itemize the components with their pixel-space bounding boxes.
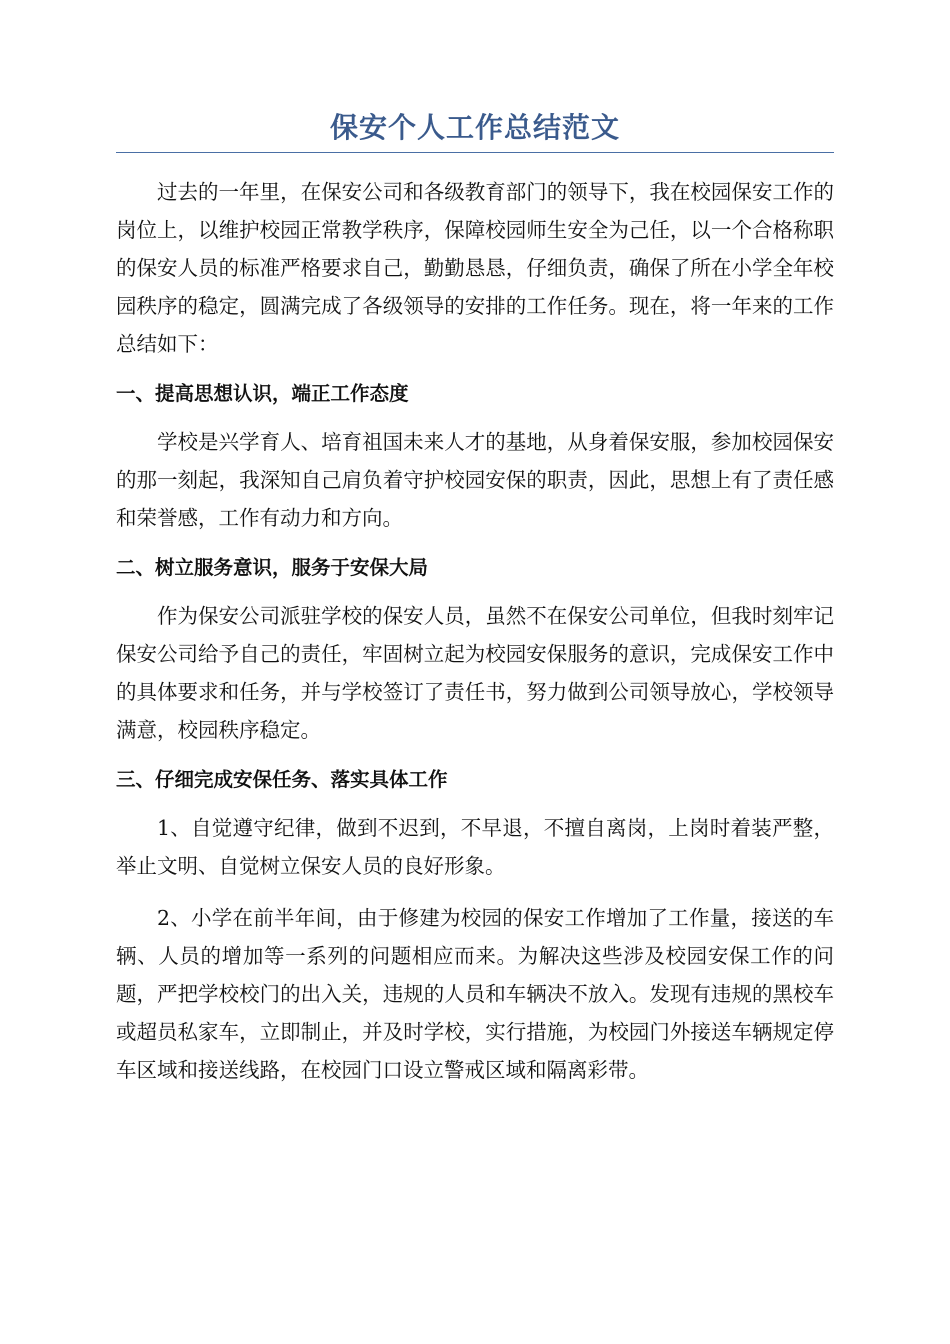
section-2-heading: 二、树立服务意识，服务于安保大局 [116, 556, 429, 579]
section-3-item-1: 1、自觉遵守纪律，做到不迟到，不早退，不擅自离岗，上岗时着装严整，举止文明、自觉树立保安人员的良好形象。 [116, 816, 834, 878]
section-2-paragraph: 作为保安公司派驻学校的保安人员，虽然不在保安公司单位，但我时刻牢记保安公司给予自己的责任，牢固树立起为校园安保服务的意识，完成保安工作中的具体要求和任务，并与学校签订了责任书，努力做到公司领导放心，学校领导满意，校园秩序稳定。 [116, 604, 834, 742]
document-title: 保安个人工作总结范文 [116, 108, 834, 153]
intro-paragraph: 过去的一年里，在保安公司和各级教育部门的领导下，我在校园保安工作的岗位上，以维护校园正常教学秩序，保障校园师生安全为己任，以一个合格称职的保安人员的标准严格要求自己，勤勤恳恳，仔细负责，确保了所在小学全年校园秩序的稳定，圆满完成了各级领导的安排的工作任务。现在，将一年来的工作总结如下： [116, 180, 834, 356]
section-3-item-2: 2、小学在前半年间，由于修建为校园的保安工作增加了工作量，接送的车辆、人员的增加等一系列的问题相应而来。为解决这些涉及校园安保工作的问题，严把学校校门的出入关，违规的人员和车辆决不放入。发现有违规的黑校车或超员私家车，立即制止，并及时学校，实行措施，为校园门外接送车辆规定停车区域和接送线路，在校园门口设立警戒区域和隔离彩带。 [116, 906, 834, 1082]
section-1-paragraph: 学校是兴学育人、培育祖国未来人才的基地，从身着保安服，参加校园保安的那一刻起，我深知自己肩负着守护校园安保的职责，因此，思想上有了责任感和荣誉感，工作有动力和方向。 [116, 430, 834, 530]
section-3-heading: 三、仔细完成安保任务、落实具体工作 [116, 768, 448, 791]
section-1-heading: 一、提高思想认识，端正工作态度 [116, 382, 409, 405]
